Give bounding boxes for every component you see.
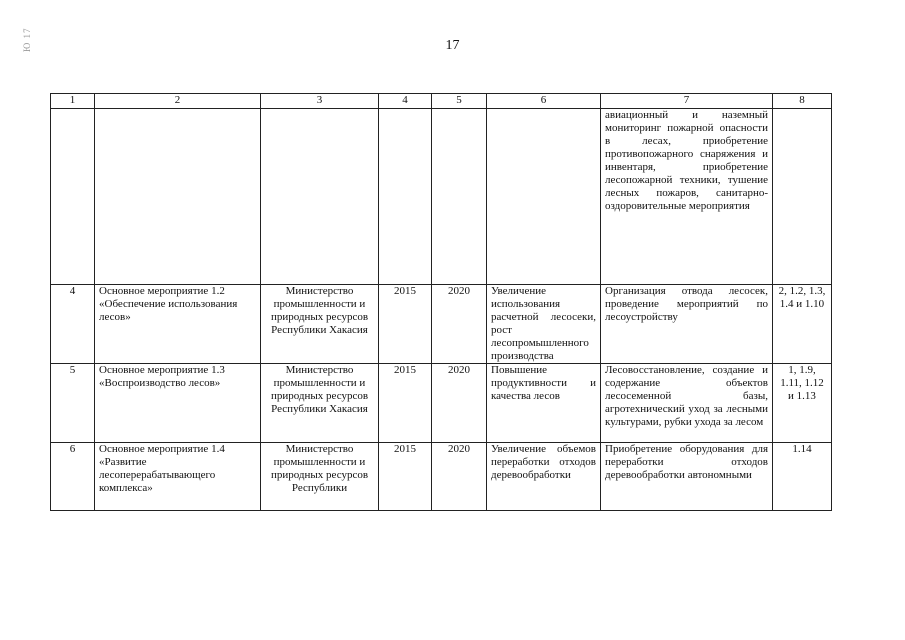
executor: Министерство промышленности и природных ресурсов Республики Хакасия xyxy=(261,285,379,364)
row-number xyxy=(51,109,95,285)
header-cell: 1 xyxy=(51,94,95,109)
event-name: Основное мероприятие 1.3 «Воспроизводство лесов» xyxy=(95,364,261,443)
end-year: 2020 xyxy=(432,285,487,364)
event-name: Основное мероприятие 1.4 «Развитие лесоперерабатывающего комплекса» xyxy=(95,443,261,511)
executor xyxy=(261,109,379,285)
start-year: 2015 xyxy=(379,364,432,443)
header-cell: 7 xyxy=(601,94,773,109)
row-number: 5 xyxy=(51,364,95,443)
row-number: 6 xyxy=(51,443,95,511)
executor: Министерство промышленности и природных ресурсов Республики Хакасия xyxy=(261,364,379,443)
start-year: 2015 xyxy=(379,443,432,511)
indicators xyxy=(773,109,832,285)
event-content: Приобретение оборудования для переработки отходов деревообработки автономными xyxy=(601,443,773,511)
header-cell: 5 xyxy=(432,94,487,109)
event-content: Организация отвода лесосек, проведение мероприятий по лесоустройству xyxy=(601,285,773,364)
header-cell: 6 xyxy=(487,94,601,109)
table-header-row xyxy=(51,94,832,109)
expected-result: Повышение продуктивности и качества лесов xyxy=(487,364,601,443)
header-cell: 3 xyxy=(261,94,379,109)
expected-result: Увеличение объемов переработки отходов деревообработки xyxy=(487,443,601,511)
executor: Министерство промышленности и природных ресурсов Республики xyxy=(261,443,379,511)
indicators: 2, 1.2, 1.3, 1.4 и 1.10 xyxy=(773,285,832,364)
end-year xyxy=(432,109,487,285)
page-number: 17 xyxy=(445,38,460,53)
event-content: Лесовосстановление, создание и содержание объектов лесосеменной базы, агротехнический уход за лесными культурами, рубки ухода за лесом xyxy=(601,364,773,443)
header-cell: 4 xyxy=(379,94,432,109)
row-number: 4 xyxy=(51,285,95,364)
header-cell: 8 xyxy=(773,94,832,109)
end-year: 2020 xyxy=(432,364,487,443)
expected-result: Увеличение использования расчетной лесосеки, рост лесопромышленного производства xyxy=(487,285,601,364)
table-row xyxy=(51,109,832,285)
indicators: 1, 1.9, 1.11, 1.12 и 1.13 xyxy=(773,364,832,443)
table-row xyxy=(51,443,832,511)
program-events-table xyxy=(50,93,832,511)
start-year: 2015 xyxy=(379,285,432,364)
event-name: Основное мероприятие 1.2 «Обеспечение использования лесов» xyxy=(95,285,261,364)
event-name xyxy=(95,109,261,285)
header-cell: 2 xyxy=(95,94,261,109)
margin-stamp: Ю 17 xyxy=(22,27,32,52)
start-year xyxy=(379,109,432,285)
table-row xyxy=(51,364,832,443)
end-year: 2020 xyxy=(432,443,487,511)
indicators: 1.14 xyxy=(773,443,832,511)
expected-result xyxy=(487,109,601,285)
event-content: авиационный и наземный мониторинг пожарной опасности в лесах, приобретение противопожарного снаряжения и инвентаря, приобретение лесопожарной техники, тушение лесных пожаров, санитарно-оздоровительные мероприятия xyxy=(601,109,773,285)
table-row xyxy=(51,285,832,364)
